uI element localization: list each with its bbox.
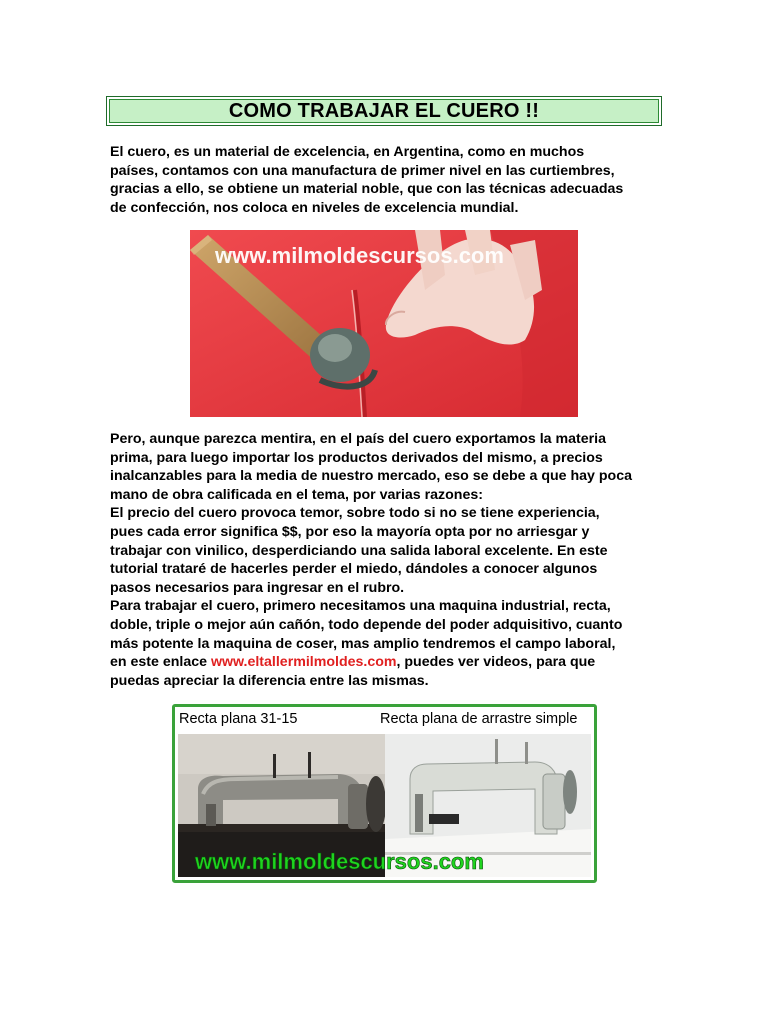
title-box xyxy=(106,96,662,126)
body-line: pues cada error significa $$, por eso la mayoría opta por no arriesgar y xyxy=(110,523,590,540)
caption-left: Recta plana 31-15 xyxy=(179,711,298,727)
caption-right: Recta plana de arrastre simple xyxy=(380,711,578,727)
body-line: prima, para luego importar los productos derivados del mismo, a precios xyxy=(110,449,603,466)
intro-line: países, contamos con una manufactura de primer nivel en las curtiembres, xyxy=(110,162,615,179)
body-line: El precio del cuero provoca temor, sobre todo si no se tiene experiencia, xyxy=(110,505,600,522)
eltaller-link[interactable]: www.eltallermilmoldes.com xyxy=(210,654,397,671)
body-line: puedas apreciar la diferencia entre las mismas. xyxy=(110,672,429,689)
sewing-machines-figure xyxy=(172,704,597,883)
intro-line: El cuero, es un material de excelencia, en Argentina, como en muchos xyxy=(110,144,585,160)
link-suffix: , puedes ver videos, para que xyxy=(396,654,596,671)
intro-line: gracias a ello, se obtiene un material noble, que con las técnicas adecuadas xyxy=(110,181,624,198)
body-link-line xyxy=(110,653,655,672)
intro-paragraph xyxy=(110,143,655,217)
page-title: COMO TRABAJAR EL CUERO !! xyxy=(109,99,659,123)
link-prefix: en este enlace xyxy=(110,654,211,671)
body-line: más potente la maquina de coser, mas amplio tendremos el campo laboral, xyxy=(110,635,616,652)
photo1-watermark: www.milmoldescursos.com xyxy=(215,243,504,268)
body-line: inalcanzables para la media de nuestro mercado, eso se debe a que hay poca xyxy=(110,468,632,485)
body-paragraph xyxy=(110,430,655,690)
photo2-watermark: www.milmoldescursos.com xyxy=(195,849,484,874)
photo2-watermark-layer xyxy=(175,847,597,877)
body-line: mano de obra calificada en el tema, por varias razones: xyxy=(110,486,483,503)
leather-hammer-illustration xyxy=(190,230,578,417)
body-line: trabajar con vinilico, desperdiciando una salida laboral excelente. En este xyxy=(110,542,608,559)
leather-hammer-photo xyxy=(190,230,578,417)
intro-line: de confección, nos coloca en niveles de excelencia mundial. xyxy=(110,199,519,216)
body-line: pasos necesarios para ingresar en el rubro. xyxy=(110,579,405,596)
body-line: Para trabajar el cuero, primero necesitamos una maquina industrial, recta, xyxy=(110,598,611,615)
body-line: Pero, aunque parezca mentira, en el país del cuero exportamos la materia xyxy=(110,431,606,447)
body-line: tutorial trataré de hacerles perder el miedo, dándoles a conocer algunos xyxy=(110,561,598,578)
body-line: doble, triple o mejor aún cañón, todo depende del poder adquisitivo, cuanto xyxy=(110,616,623,633)
